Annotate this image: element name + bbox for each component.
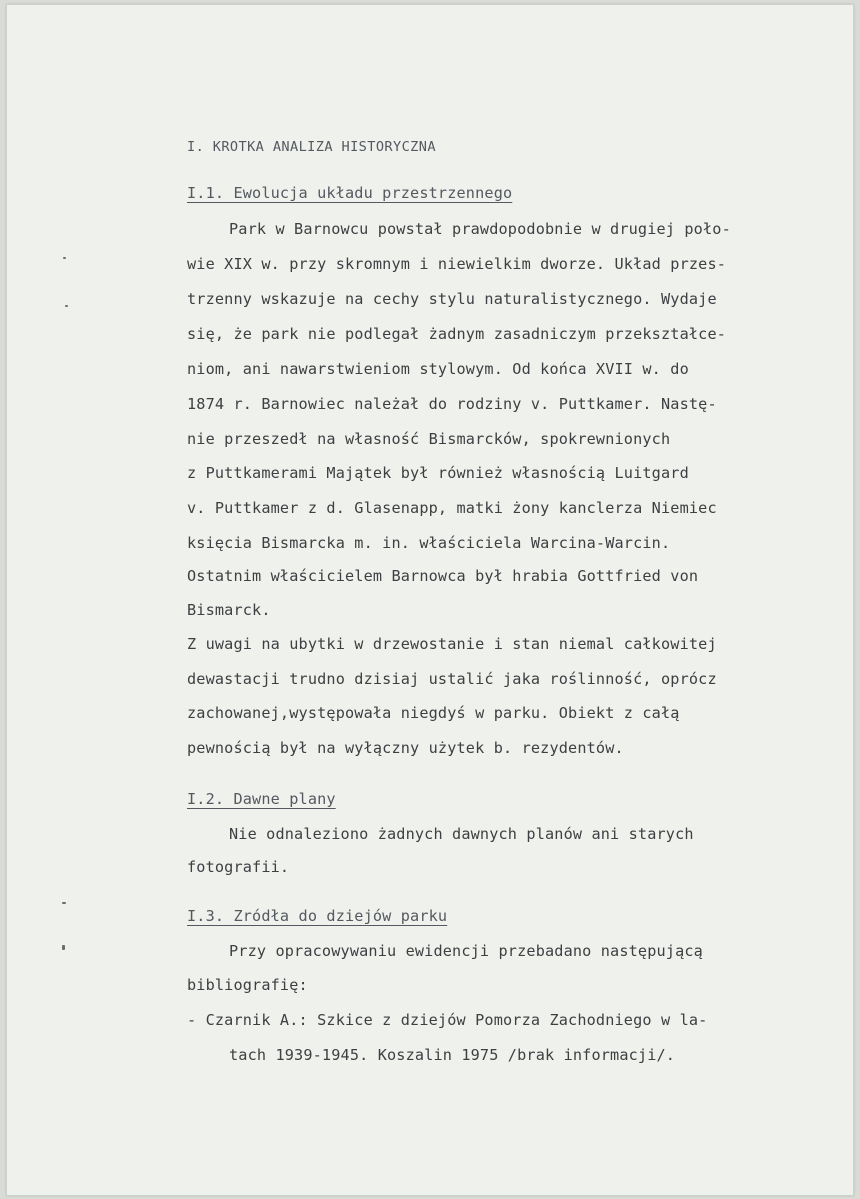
margin-speck — [62, 902, 66, 904]
text-line: się, że park nie podlegał żadnym zasadniczym przekształce- — [187, 325, 727, 343]
text-line: Z uwagi na ubytki w drzewostanie i stan niemal całkowitej — [187, 635, 717, 653]
margin-speck — [65, 305, 68, 307]
text-line: wie XIX w. przy skromnym i niewielkim dworze. Układ przes- — [187, 255, 727, 273]
section-heading: I.1. Ewolucja układu przestrzennego — [187, 184, 513, 202]
text-line: Ostatnim właścicielem Barnowca był hrabia Gottfried von — [187, 567, 699, 585]
bibliography-entry: - Czarnik A.: Szkice z dziejów Pomorza Zachodniego w la- — [187, 1011, 708, 1029]
text-line: pewnością był na wyłączny użytek b. rezydentów. — [187, 739, 624, 757]
document-title: I. KROTKA ANALIZA HISTORYCZNA — [187, 139, 436, 155]
section-heading: I.3. Zródła do dziejów parku — [187, 907, 448, 925]
margin-speck — [63, 257, 66, 259]
bibliography-entry-continuation: tach 1939-1945. Koszalin 1975 /brak informacji/. — [229, 1046, 676, 1064]
text-line: Przy opracowywaniu ewidencji przebadano następującą — [229, 942, 703, 960]
text-line: Bismarck. — [187, 601, 271, 619]
text-line: v. Puttkamer z d. Glasenapp, matki żony kanclerza Niemiec — [187, 499, 717, 517]
text-line: fotografii. — [187, 858, 290, 876]
text-line: dewastacji trudno dzisiaj ustalić jaka roślinność, oprócz — [187, 670, 717, 688]
text-line: Nie odnaleziono żadnych dawnych planów ani starych — [229, 825, 694, 843]
text-line: z Puttkamerami Majątek był również własnością Luitgard — [187, 464, 689, 482]
text-line: Park w Barnowcu powstał prawdopodobnie w drugiej poło- — [229, 220, 731, 238]
section-heading: I.2. Dawne plany — [187, 790, 336, 808]
typewritten-page — [6, 4, 854, 1196]
text-line: 1874 r. Barnowiec należał do rodziny v. Puttkamer. Nastę- — [187, 395, 717, 413]
text-line: bibliografię: — [187, 976, 308, 994]
margin-speck — [62, 945, 65, 950]
text-line: nie przeszedł na własność Bismarcków, spokrewnionych — [187, 430, 671, 448]
text-line: księcia Bismarcka m. in. właściciela Warcina-Warcin. — [187, 534, 671, 552]
text-line: trzenny wskazuje na cechy stylu naturalistycznego. Wydaje — [187, 290, 717, 308]
text-line: zachowanej,występowała niegdyś w parku. Obiekt z całą — [187, 704, 680, 722]
text-line: niom, ani nawarstwieniom stylowym. Od końca XVII w. do — [187, 360, 689, 378]
